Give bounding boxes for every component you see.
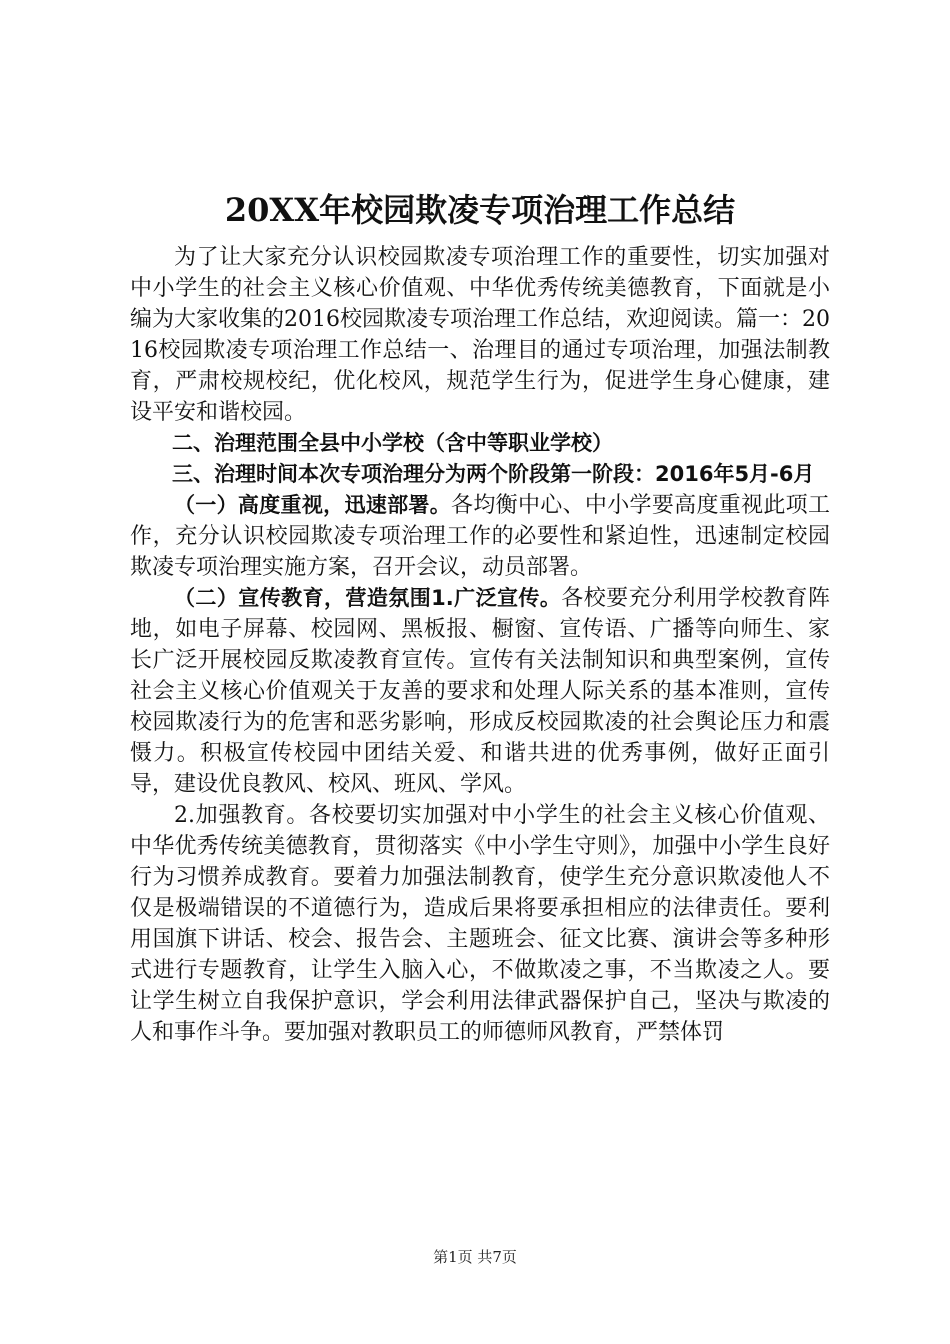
item-2-heading: （二）宣传教育，营造氛围1.广泛宣传。: [174, 586, 562, 610]
document-content: [130, 188, 830, 1048]
page-number-footer: 第1页 共7页: [433, 1248, 517, 1266]
section-scope-heading: 二、治理范围全县中小学校（含中等职业学校）: [172, 431, 613, 455]
item-3-paragraph: 2.加强教育。各校要切实加强对中小学生的社会主义核心价值观、中华优秀传统美德教育，贯彻落实《中小学生守则》，加强中小学生良好行为习惯养成教育。要着力加强法制教育，使学生充分意识欺凌他人不仅是极端错误的不道德行为，造成后果将要承担相应的法律责任。要利用国旗下讲话、校会、报告会、主题班会、征文比赛、演讲会等多种形式进行专题教育，让学生入脑入心，不做欺凌之事，不当欺凌之人。要让学生树立自我保护意识，学会利用法律武器保护自己，坚决与欺凌的人和事作斗争。要加强对教职员工的师德师风教育，严禁体罚: [130, 803, 830, 1045]
intro-paragraph: 为了让大家充分认识校园欺凌专项治理工作的重要性，切实加强对中小学生的社会主义核心价值观、中华优秀传统美德教育，下面就是小编为大家收集的2016校园欺凌专项治理工作总结，欢迎阅读。篇一：2016校园欺凌专项治理工作总结一、治理目的通过专项治理，加强法制教育，严肃校规校纪，优化校风，规范学生行为，促进学生身心健康，建设平安和谐校园。: [130, 245, 830, 425]
document-title: 20XX年校园欺凌专项治理工作总结: [224, 191, 736, 229]
item-2-body: 各校要充分利用学校教育阵地，如电子屏幕、校园网、黑板报、橱窗、宣传语、广播等向师生、家长广泛开展校园反欺凌教育宣传。宣传有关法制知识和典型案例，宣传社会主义核心价值观关于友善的要求和处理人际关系的基本准则，宣传校园欺凌行为的危害和恶劣影响，形成反校园欺凌的社会舆论压力和震慑力。积极宣传校园中团结关爱、和谐共进的优秀事例，做好正面引导，建设优良教风、校风、班风、学风。: [130, 586, 830, 797]
item-1-paragraph: [130, 490, 830, 583]
section-time-heading: 三、治理时间本次专项治理分为两个阶段第一阶段：2016年5月-6月: [172, 462, 815, 486]
item-2-paragraph: [130, 583, 830, 800]
item-1-body: 各均衡中心、中小学要高度重视此项工作，充分认识校园欺凌专项治理工作的必要性和紧迫性，迅速制定校园欺凌专项治理实施方案，召开会议，动员部署。: [130, 493, 830, 580]
item-1-heading: （一）高度重视，迅速部署。: [174, 493, 452, 517]
